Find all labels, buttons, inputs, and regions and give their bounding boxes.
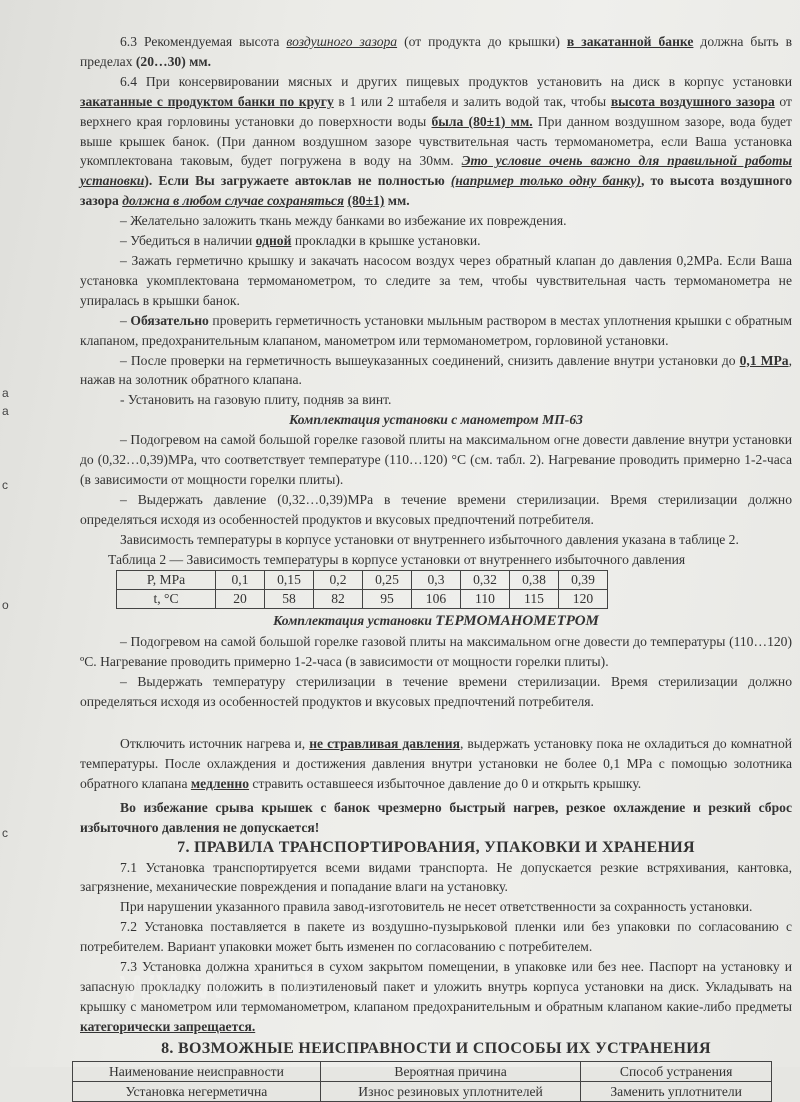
bullet-reduce-pressure: – После проверки на герметичность вышеуказанных соединений, снизить давление внутри установки до 0,1 МРа, нажав на золотник обратного клапана. (80, 352, 792, 388)
table-cell: 0,15 (265, 571, 314, 590)
table-cell: 95 (363, 590, 412, 609)
paragraph-7-1: 7.1 Установка транспортируется всеми видами транспорта. Не допускается резкие встряхивания, кантовка, загрязнение, механические повреждения и попадание влаги на установку. (80, 859, 792, 895)
table-cell: 120 (559, 590, 608, 609)
warning-paragraph: Во избежание срыва крышек с банок чрезмерно быстрый нагрев, резкое охлаждение и резкий сброс избыточного давления не допускается! (80, 799, 792, 835)
table-row (73, 1061, 772, 1081)
table-cell: t, °С (117, 590, 216, 609)
manometer-step-2: – Выдержать давление (0,32…0,39)МРа в течение времени стерилизации. Время стерилизации должно определяться исходя из особенностей продуктов и вкусовых предпочтений потребителя. (80, 491, 792, 527)
table-header-cell: Вероятная причина (320, 1061, 581, 1081)
table-cell: 106 (412, 590, 461, 609)
table-header-cell: Наименование неисправности (73, 1061, 321, 1081)
switch-off-paragraph: Отключить источник нагрева и, не стравливая давления, выдержать установку пока не охладиться до комнатной температуры. После охлаждения и достижения давления внутри установки не более 0,1 МРа с помощью золотника обратного клапана медленно стравить оставшееся избыточное давление до 0 и открыть крышку. (80, 736, 793, 791)
bullet-gasket: – Убедиться в наличии одной прокладки в крышке установки. (120, 233, 481, 249)
table-cell: Р, МРа (117, 571, 216, 590)
margin-fragment: а (2, 404, 9, 418)
table-cell: 115 (510, 590, 559, 609)
table-cell: 58 (265, 590, 314, 609)
table-cell: 0,1 (216, 571, 265, 590)
table-cell: 0,38 (510, 571, 559, 590)
table-cell: 20 (216, 590, 265, 609)
table-row (73, 1081, 772, 1101)
table-2-caption: Таблица 2 — Зависимость температуры в корпусе установки от внутреннего избыточного давления (108, 551, 686, 567)
section-7-title: 7. ПРАВИЛА ТРАНСПОРТИРОВАНИЯ, УПАКОВКИ И ХРАНЕНИЯ (177, 838, 695, 856)
table-row (117, 590, 608, 609)
thermomanometer-step-2: – Выдержать температуру стерилизации в течение времени стерилизации. Время стерилизации должно определяться исходя из особенностей продуктов и вкусовых предпочтений потребителя. (80, 674, 792, 710)
table-row (117, 571, 608, 590)
paragraph-6-4: 6.4 При консервировании мясных и других пищевых продуктов установить на диск в корпус установки закатанные с продуктом банки по кругу в 1 или 2 штабеля и залить водой так, чтобы высота воздушного зазора от верхнего края горловины установки до поверхности воды была (80±1) мм. При данном воздушном зазоре, вода будет выше крышек банок. (При данном воздушном зазоре чувствительная часть термоманометра, если Ваша установка укомплектована таковым, будет погружена в воду на 30мм. Это условие очень важно для правильной работы установки). Если Вы загружаете автоклав не полностью (например только одну банку), то высота воздушного зазора должна в любом случае сохраняться (80±1) мм. (80, 73, 792, 209)
margin-fragment: а (2, 386, 9, 400)
bullet-install-on-stove: - Установить на газовую плиту, подняв за винт. (120, 392, 392, 408)
dependency-note: Зависимость температуры в корпусе установки от внутреннего избыточного давления указана в таблице 2. (120, 531, 739, 547)
bullet-fabric: – Желательно заложить ткань между банками во избежание их повреждения. (120, 213, 567, 229)
bullet-check-seal: – Обязательно проверить герметичность установки мыльным раствором в местах уплотнения крышки с обратным клапаном, предохранительным клапаном, манометром или термоманометром, горловиной установки. (80, 312, 792, 348)
table-cell: 0,32 (461, 571, 510, 590)
table-cell: Заменить уплотнители (581, 1081, 772, 1101)
table-cell: 82 (314, 590, 363, 609)
table-8 (72, 1061, 772, 1102)
table-cell: 110 (461, 590, 510, 609)
bullet-pressure: – Зажать герметично крышку и закачать насосом воздух через обратный клапан до давления 0,2МРа. Если Ваша установка укомплектована термоманометром, то следите за тем, чтобы чувствительная часть термоманометра не упиралась в крышки банок. (80, 252, 792, 308)
thermomanometer-step-1: – Подогревом на самой большой горелке газовой плиты на максимальном огне довести до температуры (110…120) ºС. Нагревание проводить примерно 1-2-часа (в зависимости от мощности горелки плиты). (80, 634, 792, 670)
table-cell: 0,39 (559, 571, 608, 590)
section-8-title: 8. ВОЗМОЖНЫЕ НЕИСПРАВНОСТИ И СПОСОБЫ ИХ УСТРАНЕНИЯ (161, 1039, 711, 1057)
table-cell: 0,3 (412, 571, 461, 590)
subheading-thermomanometer: Комплектация установки ТЕРМОМАНОМЕТРОМ (273, 613, 599, 630)
table-cell: Износ резиновых уплотнителей (320, 1081, 581, 1101)
table-cell: Установка негерметична (73, 1081, 321, 1101)
paragraph-7-1-note: При нарушении указанного правила завод-изготовитель не несет ответственности за сохранность установки. (120, 899, 753, 915)
table-cell: 0,25 (363, 571, 412, 590)
document-body (80, 32, 792, 1102)
table-cell: 0,2 (314, 571, 363, 590)
table-2 (116, 570, 608, 609)
margin-fragment: с (2, 826, 8, 840)
table-header-cell: Способ устранения (581, 1061, 772, 1081)
paragraph-7-3: 7.3 Установка должна храниться в сухом закрытом помещении, в упаковке или без нее. Паспорт на установку и запасную прокладку положить в полиэтиленовый пакет и уложить внутрь корпуса установки на диск. Укладывать на крышку с манометром или термоманометром, клапаном предохранительным и обратным клапаном какие-либо предметы категорически запрещается. (80, 959, 792, 1034)
manometer-step-1: – Подогревом на самой большой горелке газовой плиты на максимальном огне довести давление внутри установки до (0,32…0,39)МРа, что соответствует температуре (110…120) °С (см. табл. 2). Нагревание проводить примерно 1-2-часа (в зависимости от мощности горелки плиты). (80, 432, 792, 487)
margin-fragment: о (2, 598, 9, 612)
margin-fragment: с (2, 478, 8, 492)
spacer (80, 712, 792, 734)
subheading-manometer: Комплектация установки с манометром МП-63 (289, 412, 583, 428)
paragraph-6-3: 6.3 Рекомендуемая высота воздушного зазора (от продукта до крышки) в закатанной банке должна быть в пределах (20…30) мм. (80, 34, 792, 69)
paragraph-7-2: 7.2 Установка поставляется в пакете из воздушно-пузырьковой пленки или без упаковки по согласованию с потребителем. Вариант упаковки может быть изменен по согласованию с потребителем. (80, 919, 792, 955)
watermark: www. .pl (119, 952, 316, 1013)
